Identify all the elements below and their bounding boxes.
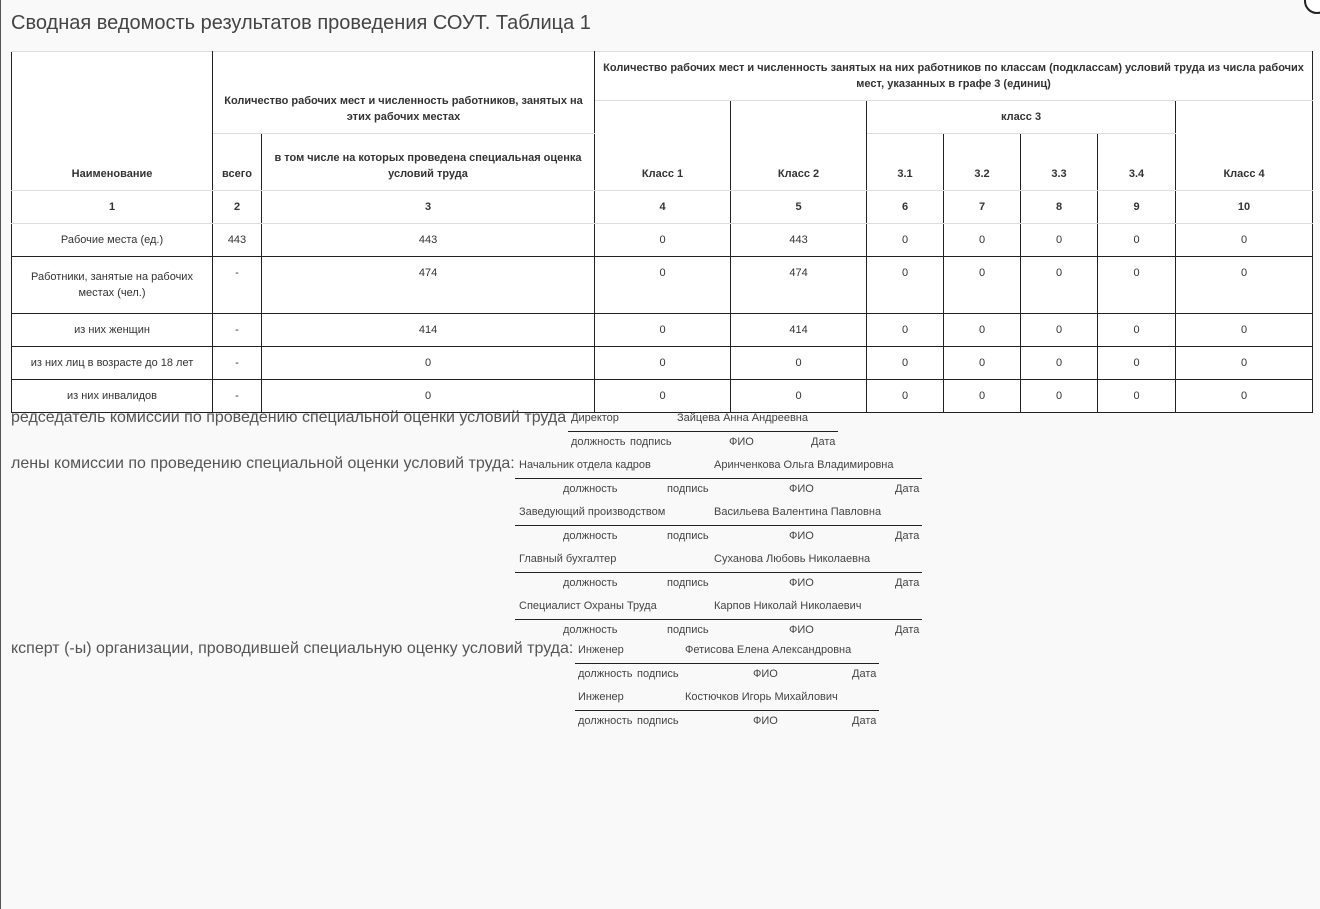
table-cell: 0 [867,224,944,257]
header-name: Наименование [12,52,213,191]
table-cell: 0 [1176,314,1313,347]
table-cell: 0 [944,347,1021,380]
person-position: Заведующий производством [519,506,666,518]
caption-date: Дата [852,715,877,727]
members-signature-block [515,455,922,643]
signature-captions-row [515,526,922,549]
table-cell: 0 [262,380,595,413]
column-number: 1 [12,191,213,224]
table-cell: 0 [944,314,1021,347]
caption-signature: подпись [667,577,709,589]
chairman-signature-block [568,408,838,455]
table-cell: 414 [731,314,867,347]
caption-signature: подпись [630,436,672,448]
header-classes-group: Количество рабочих мест и численность занятых на них работников по классам (подклассам) условий труда из числа рабочих мест, указанных в графе 3 (единиц) [595,52,1313,101]
caption-fio: ФИО [789,483,814,495]
signature-values-row [515,596,922,620]
table-cell: 0 [1176,224,1313,257]
table-cell: 0 [1176,380,1313,413]
page-title: Сводная ведомость результатов проведения СОУТ. Таблица 1 [11,12,591,34]
table-cell: 0 [1021,257,1098,314]
person-fio: Костючков Игорь Михайлович [685,691,838,703]
table-cell: - [213,380,262,413]
table-cell: 443 [731,224,867,257]
table-cell: 443 [262,224,595,257]
table-cell: 0 [595,380,731,413]
person-position: Специалист Охраны Труда [519,600,657,612]
column-number: 4 [595,191,731,224]
caption-date: Дата [852,668,877,680]
column-number: 7 [944,191,1021,224]
table-cell: 0 [1176,257,1313,314]
caption-date: Дата [811,436,836,448]
table-cell: 0 [944,224,1021,257]
person-position: Начальник отдела кадров [519,459,651,471]
caption-position: должность [578,715,633,727]
table-cell: 0 [867,257,944,314]
table-cell: 474 [731,257,867,314]
row-name: Рабочие места (ед.) [12,224,213,257]
caption-date: Дата [895,530,920,542]
caption-date: Дата [895,483,920,495]
table-cell: 0 [595,347,731,380]
person-fio: Фетисова Елена Александровна [685,644,852,656]
summary-table [11,51,1313,413]
table-cell: 0 [595,314,731,347]
signature-captions-row [515,573,922,596]
table-cell: 0 [1098,257,1176,314]
column-number: 8 [1021,191,1098,224]
table-cell: 0 [595,224,731,257]
table-cell: 0 [262,347,595,380]
caption-signature: подпись [667,483,709,495]
caption-fio: ФИО [789,530,814,542]
header-class3-4: 3.4 [1098,134,1176,191]
header-class3-1: 3.1 [867,134,944,191]
chairman-fio: Зайцева Анна Андреевна [677,412,808,424]
header-class3: класс 3 [867,101,1176,134]
signature-captions-row [575,664,879,687]
table-cell: 474 [262,257,595,314]
table-cell: 0 [1021,224,1098,257]
caption-fio: ФИО [789,577,814,589]
person-position: Инженер [578,644,624,656]
person-fio: Аринченкова Ольга Владимировна [714,459,894,471]
header-class2: Класс 2 [731,101,867,191]
table-cell: 443 [213,224,262,257]
person-position: Инженер [578,691,624,703]
header-workplaces-group: Количество рабочих мест и численность работников, занятых на этих рабочих местах [213,52,595,134]
experts-signature-block [575,640,879,734]
table-cell: - [213,347,262,380]
caption-fio: ФИО [789,624,814,636]
members-label: лены комиссии по проведению специальной оценки условий труда: [11,455,515,472]
header-class4: Класс 4 [1176,101,1313,191]
caption-date: Дата [895,577,920,589]
caption-fio: ФИО [753,715,778,727]
table-cell: 0 [595,257,731,314]
table-cell: 0 [1021,314,1098,347]
caption-signature: подпись [637,668,679,680]
table-row [12,257,1313,314]
caption-signature: подпись [637,715,679,727]
caption-position: должность [563,530,618,542]
chairman-position: Директор [571,412,619,424]
caption-fio: ФИО [729,436,754,448]
header-assessed: в том числе на которых проведена специальная оценка условий труда [262,134,595,191]
window-left-border [0,0,1,909]
signature-values-row [575,640,879,664]
signature-values-row [515,502,922,526]
table-cell: 0 [867,380,944,413]
experts-label: ксперт (-ы) организации, проводившей специальную оценку условий труда: [11,640,574,657]
chairman-label: редседатель комиссии по проведению специальной оценки условий труда [11,409,567,426]
column-number: 2 [213,191,262,224]
column-number: 10 [1176,191,1313,224]
row-name: из них лиц в возрасте до 18 лет [12,347,213,380]
person-fio: Карпов Николай Николаевич [714,600,862,612]
caption-signature: подпись [667,530,709,542]
column-number: 6 [867,191,944,224]
table-cell: 0 [1098,224,1176,257]
table-cell: 0 [944,380,1021,413]
person-fio: Суханова Любовь Николаевна [714,553,871,565]
caption-signature: подпись [667,624,709,636]
close-icon[interactable] [1304,0,1320,14]
column-number: 5 [731,191,867,224]
table-cell: 0 [1021,380,1098,413]
table-row [12,314,1313,347]
column-numbers-row [12,191,1313,224]
table-cell: 0 [944,257,1021,314]
header-class1: Класс 1 [595,101,731,191]
header-total: всего [213,134,262,191]
caption-fio: ФИО [753,668,778,680]
table-cell: 0 [1176,347,1313,380]
row-name: из них инвалидов [12,380,213,413]
header-class3-2: 3.2 [944,134,1021,191]
signature-values-row [515,455,922,479]
caption-position: должность [563,483,618,495]
table-row [12,347,1313,380]
table-cell: 0 [1021,347,1098,380]
table-cell: 0 [867,347,944,380]
table-cell: - [213,257,262,314]
table-cell: 414 [262,314,595,347]
table-cell: - [213,314,262,347]
table-cell: 0 [867,314,944,347]
person-position: Главный бухгалтер [519,553,617,565]
person-fio: Васильева Валентина Павловна [714,506,882,518]
caption-position: должность [571,436,626,448]
column-number: 3 [262,191,595,224]
table-cell: 0 [1098,314,1176,347]
signature-values-row [575,687,879,711]
signature-captions-row [515,479,922,502]
signature-captions-row [575,711,879,734]
caption-position: должность [578,668,633,680]
row-name: из них женщин [12,314,213,347]
table-cell: 0 [1098,347,1176,380]
column-number: 9 [1098,191,1176,224]
row-name: Работники, занятые на рабочих местах (чел.) [12,257,213,314]
caption-date: Дата [895,624,920,636]
table-row [12,224,1313,257]
table-cell: 0 [731,380,867,413]
table-cell: 0 [1098,380,1176,413]
caption-position: должность [563,577,618,589]
header-class3-3: 3.3 [1021,134,1098,191]
caption-position: должность [563,624,618,636]
signature-values-row [515,549,922,573]
table-cell: 0 [731,347,867,380]
